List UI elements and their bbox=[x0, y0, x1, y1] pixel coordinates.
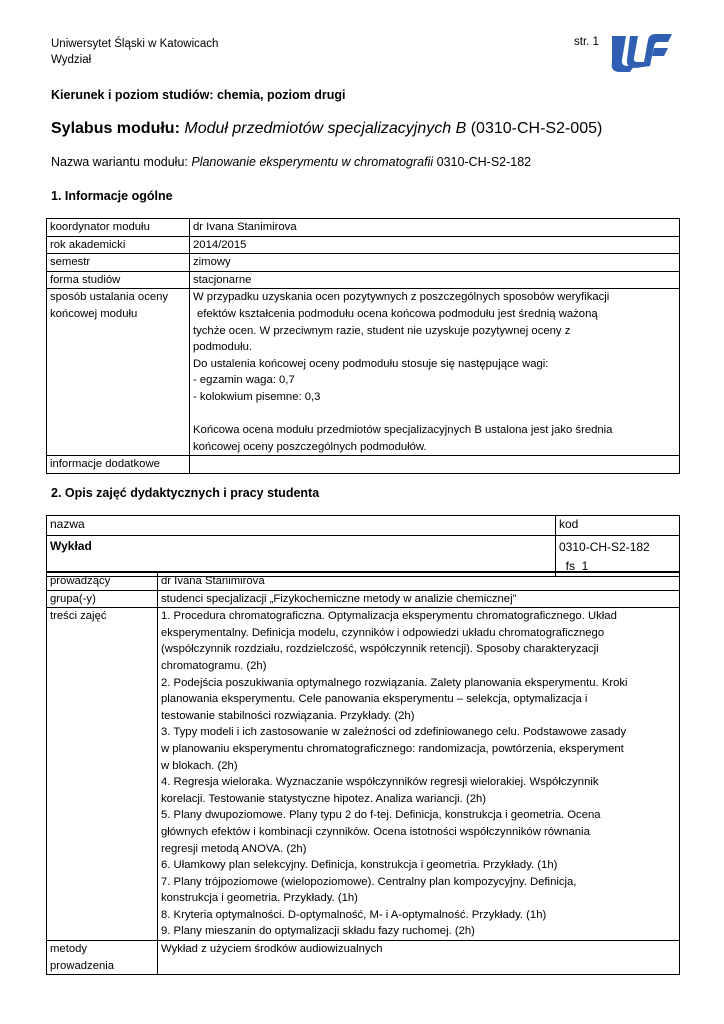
row-label: koordynator modułu bbox=[47, 219, 190, 237]
faculty-name: Wydział bbox=[51, 54, 92, 66]
content-text bbox=[158, 608, 680, 941]
text-line: w planowaniu eksperymentu chromatograficznego: randomizacja, powtórzenia, eksperyment bbox=[161, 742, 624, 755]
text-line: 9. Plany mieszanin do optymalizacji składu fazy ruchomej. (2h) bbox=[161, 925, 475, 938]
text-line: głównych efektów i kombinacji czynników. Ocena istotności współczynników równania bbox=[161, 825, 590, 838]
table-row bbox=[47, 271, 680, 289]
text-line: 3. Typy modeli i ich zastosowanie w zależności od zdefiniowanego celu. Podstawowe zasady bbox=[161, 726, 627, 739]
row-value: dr Ivana Stanimirova bbox=[190, 219, 680, 237]
table-row bbox=[47, 572, 680, 590]
table-row bbox=[47, 516, 680, 536]
row-label: sposób ustalania oceny końcowej modułu bbox=[47, 289, 190, 456]
text-line: 5. Plany dwupoziomowe. Plany typu 2 do f-tej. Definicja, konstrukcja i geometria. Ocena bbox=[161, 809, 601, 822]
row-value: zimowy bbox=[190, 254, 680, 272]
row-label: informacje dodatkowe bbox=[47, 456, 190, 474]
text-line: (współczynnik rozdziału, rozdzielczość, współczynnik retencji). Sposoby charakteryzacji bbox=[161, 643, 599, 656]
page-header bbox=[51, 36, 218, 68]
text-line: efektów kształcenia podmodułu ocena końcowa podmodułu jest średnią ważoną bbox=[197, 307, 598, 320]
row-value: dr Ivana Stanimirova bbox=[158, 572, 680, 590]
variant-name: Planowanie eksperymentu w chromatografii bbox=[191, 155, 434, 169]
section2-heading: 2. Opis zajęć dydaktycznych i pracy studenta bbox=[51, 486, 320, 500]
table-row bbox=[47, 254, 680, 272]
class-name: Wykład bbox=[47, 536, 556, 577]
assessment-text bbox=[190, 289, 680, 456]
variant-code: 0310-CH-S2-182 bbox=[436, 155, 532, 169]
title-prefix: Sylabus modułu: bbox=[51, 120, 180, 137]
text-line: 4. Regresja wieloraka. Wyznaczanie współczynników regresji wielorakiej. Współczynnik bbox=[161, 776, 599, 789]
module-code: (0310-CH-S2-005) bbox=[470, 120, 603, 137]
syllabus-title bbox=[51, 120, 602, 138]
page-number: str. 1 bbox=[574, 36, 599, 48]
table-row bbox=[47, 590, 680, 608]
text-line: planowania eksperymentu. Cele panowania eksperymentu – selekcja, optymalizacja i bbox=[161, 693, 588, 706]
text-line: W przypadku uzyskania ocen pozytywnych z poszczególnych sposobów weryfikacji bbox=[193, 291, 610, 304]
column-header-code: kod bbox=[556, 516, 680, 536]
row-value: studenci specjalizacji „Fizykochemiczne metody w analizie chemicznej” bbox=[158, 590, 680, 608]
row-value: stacjonarne bbox=[190, 271, 680, 289]
class-code-line: 0310-CH-S2-182 bbox=[559, 540, 650, 554]
university-logo-icon bbox=[608, 30, 674, 74]
table-row bbox=[47, 236, 680, 254]
text-line: - kolokwium pisemne: 0,3 bbox=[193, 390, 321, 403]
text-line: testowanie stabilności rozwiązania. Przykłady. (2h) bbox=[161, 709, 415, 722]
row-value: 2014/2015 bbox=[190, 236, 680, 254]
text-line: podmodułu. bbox=[193, 341, 253, 354]
text-line: chromatogramu. (2h) bbox=[161, 659, 267, 672]
class-details-table bbox=[46, 571, 680, 975]
text-line: konstrukcja i geometria. Przykłady. (1h) bbox=[161, 892, 358, 905]
variant-prefix: Nazwa wariantu modułu: bbox=[51, 155, 188, 169]
table-row bbox=[47, 608, 680, 941]
text-line: Końcowa ocena modułu przedmiotów specjalizacyjnych B ustalona jest jako średnia bbox=[193, 424, 613, 437]
row-value bbox=[190, 456, 680, 474]
variant-line bbox=[51, 155, 531, 169]
text-line: 1. Procedura chromatograficzna. Optymalizacja eksperymentu chromatograficznego. Układ bbox=[161, 610, 617, 623]
column-header-name: nazwa bbox=[47, 516, 556, 536]
text-line: końcowej oceny poszczególnych podmodułów. bbox=[193, 440, 427, 453]
text-line: 7. Plany trójpoziomowe (wielopoziomowe). Centralny plan kompozycyjny. Definicja, bbox=[161, 875, 577, 888]
text-line: Do ustalenia końcowej oceny podmodułu stosuje się następujące wagi: bbox=[193, 357, 549, 370]
text-line: - egzamin waga: 0,7 bbox=[193, 374, 295, 387]
text-line: w blokach. (2h) bbox=[161, 759, 238, 772]
text-line: 8. Kryteria optymalności. D-optymalność, M- i A-optymalność. Przykłady. (1h) bbox=[161, 908, 547, 921]
text-line: korelacji. Testowanie statystyczne hipotez. Analiza wariancji. (2h) bbox=[161, 792, 487, 805]
row-label: forma studiów bbox=[47, 271, 190, 289]
university-name: Uniwersytet Śląski w Katowicach bbox=[51, 38, 219, 50]
text-line: eksperymentalny. Definicja modelu, czynników i odpowiedzi układu chromatograficznego bbox=[161, 626, 605, 639]
row-label: metody prowadzenia bbox=[47, 941, 158, 975]
table-row bbox=[47, 456, 680, 474]
table-row bbox=[47, 289, 680, 456]
row-label: semestr bbox=[47, 254, 190, 272]
program-heading: Kierunek i poziom studiów: chemia, poziom drugi bbox=[51, 88, 346, 102]
text-line: tychże ocen. W przeciwnym razie, student nie uzyskuje pozytywnej oceny z bbox=[193, 324, 571, 337]
module-name: Moduł przedmiotów specjalizacyjnych B bbox=[184, 120, 467, 137]
row-value: Wykład z użyciem środków audiowizualnych bbox=[158, 941, 680, 975]
text-line: regresji metodą ANOVA. (2h) bbox=[161, 842, 307, 855]
text-line: 2. Podejścia poszukiwania optymalnego rozwiązania. Zalety planowania eksperymentu. Kroki bbox=[161, 676, 628, 689]
class-code-line: _fs_1 bbox=[559, 559, 589, 573]
blank-line bbox=[193, 406, 676, 423]
row-label: treści zajęć bbox=[47, 608, 158, 941]
row-label: grupa(-y) bbox=[47, 590, 158, 608]
general-info-table bbox=[46, 218, 680, 474]
text-line: 6. Ułamkowy plan selekcyjny. Definicja, konstrukcja i geometria. Przykłady. (1h) bbox=[161, 859, 558, 872]
row-label: prowadzący bbox=[47, 572, 158, 590]
class-header-table bbox=[46, 515, 680, 577]
section1-heading: 1. Informacje ogólne bbox=[51, 189, 173, 203]
table-row bbox=[47, 219, 680, 237]
table-row bbox=[47, 941, 680, 975]
row-label: rok akademicki bbox=[47, 236, 190, 254]
